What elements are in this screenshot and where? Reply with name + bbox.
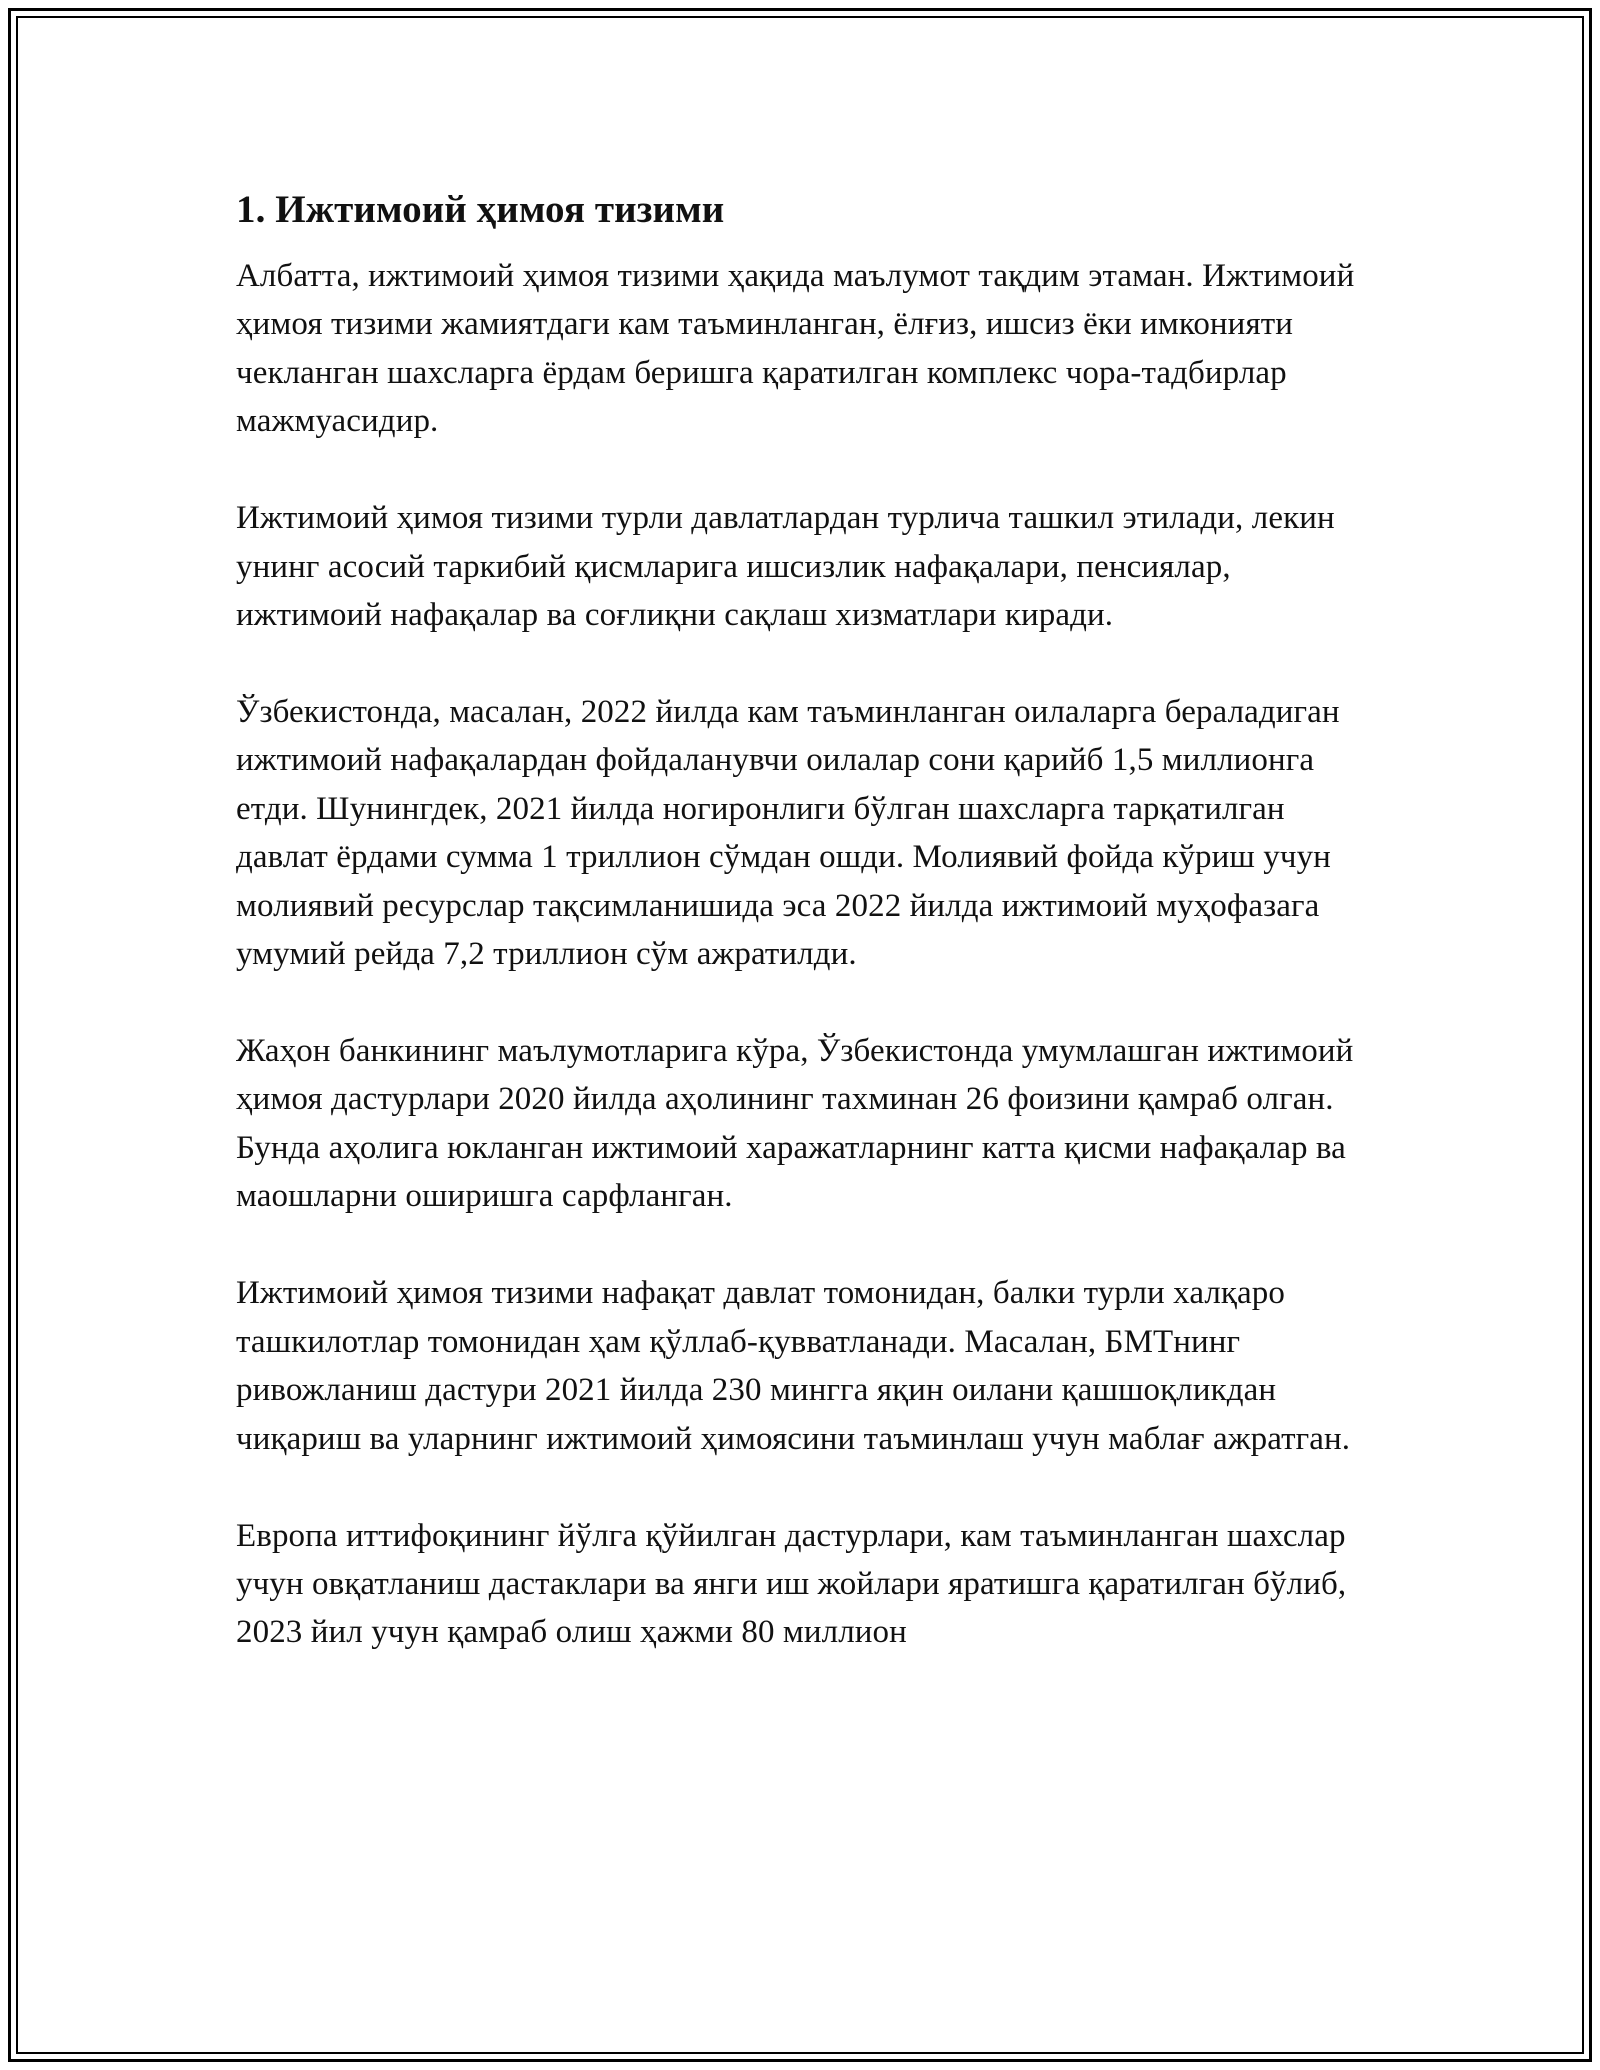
document-body — [236, 186, 1366, 1657]
paragraph-components: Ижтимоий ҳимоя тизими турли давлатлардан турлича ташкил этилади, лекин унинг асосий таркибий қисмларига ишсизлик нафақалари, пенсиялар, ижтимоий нафақалар ва соғлиқни сақлаш хизматлари киради. — [236, 500, 1335, 634]
paragraph-uzbekistan-stats: Ўзбекистонда, масалан, 2022 йилда кам таъминланган оилаларга бераладиган ижтимоий нафақалардан фойдаланувчи оилалар сони қарийб 1,5 миллионга етди. Шунингдек, 2021 йилда ногиронлиги бўлган шахсларга тарқатилган давлат ёрдами сумма 1 триллион сўмдан ошди. Молиявий фойда кўриш учун молиявий ресурслар тақсимланишида эса 2022 йилда ижтимоий муҳофазага умумий рейда 7,2 триллион сўм ажратилди. — [236, 694, 1340, 973]
paragraph-world-bank: Жаҳон банкининг маълумотларига кўра, Ўзбекистонда умумлашган ижтимоий ҳимоя дастурлари 2020 йилда аҳолининг тахминан 26 фоизини қамраб олган. Бунда аҳолига юкланган ижтимоий харажатларнинг катта қисми нафақалар ва маошларни оширишга сарфланган. — [236, 1033, 1354, 1215]
paragraph-eu-programs: Европа иттифоқининг йўлга қўйилган дастурлари, кам таъминланган шахслар учун овқатланиш дастаклари ва янги иш жойлари яратишга қаратилган бўлиб, 2023 йил учун қамраб олиш ҳажми 80 миллион — [236, 1517, 1347, 1651]
section-heading: 1. Ижтимоий ҳимоя тизими — [236, 188, 725, 231]
paragraph-intro: Албатта, ижтимоий ҳимоя тизими ҳақида маълумот тақдим этаман. Ижтимоий ҳимоя тизими жамиятдаги кам таъминланган, ёлғиз, ишсиз ёки имконияти чекланган шахсларга ёрдам беришга қаратилган комплекс чора-тадбирлар мажмуасидир. — [236, 258, 1355, 440]
paragraph-international-support: Ижтимоий ҳимоя тизими нафақат давлат томонидан, балки турли халқаро ташкилотлар томонидан ҳам қўллаб-қувватланади. Масалан, БМТнинг ривожланиш дастури 2021 йилда 230 мингга яқин оилани қашшоқликдан чиқариш ва уларнинг ижтимоий ҳимоясини таъминлаш учун маблағ ажратган. — [236, 1275, 1351, 1457]
